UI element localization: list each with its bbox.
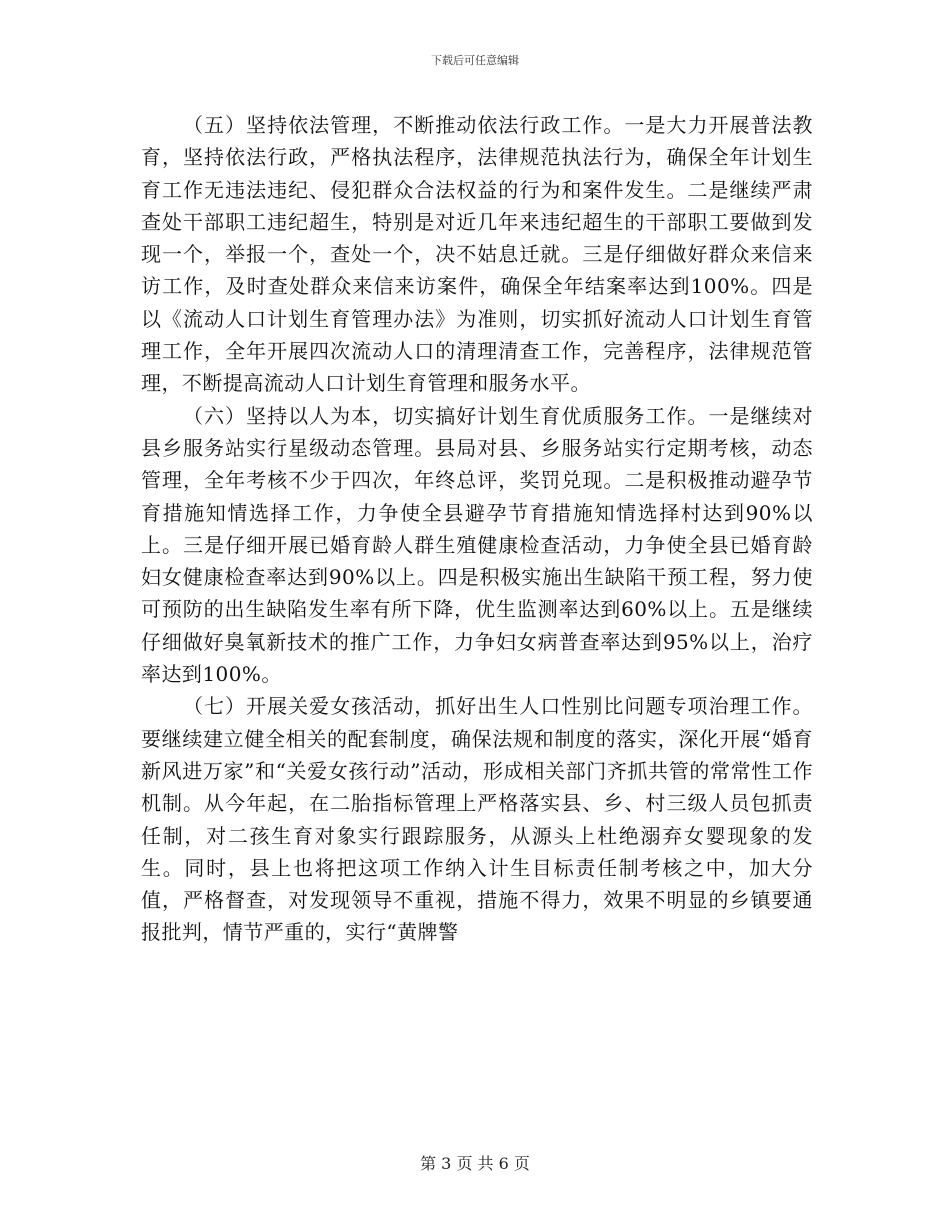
paragraph-section-5: （五）坚持依法管理，不断推动依法行政工作。一是大力开展普法教育，坚持依法行政，严格执法程序，法律规范执法行为，确保全年计划生育工作无违法违纪、侵犯群众合法权益的行为和案件发生。二是继续严肃查处干部职工违纪超生，特别是对近几年来违纪超生的干部职工要做到发现一个，举报一个，查处一个，决不姑息迁就。三是仔细做好群众来信来访工作，及时查处群众来信来访案件，确保全年结案率达到100%。四是以《流动人口计划生育管理办法》为准则，切实抓好流动人口计划生育管理工作，全年开展四次流动人口的清理清查工作，完善程序，法律规范管理，不断提高流动人口计划生育管理和服务水平。 [141,113,813,396]
paragraph-section-7: （七）开展关爱女孩活动，抓好出生人口性别比问题专项治理工作。要继续建立健全相关的配套制度，确保法规和制度的落实，深化开展“婚育新风进万家”和“关爱女孩行动”活动，形成相关部门齐抓共管的常常性工作机制。从今年起，在二胎指标管理上严格落实县、乡、村三级人员包抓责任制，对二孩生育对象实行跟踪服务，从源头上杜绝溺弃女婴现象的发生。同时，县上也将把这项工作纳入计生目标责任制考核之中，加大分值，严格督查，对发现领导不重视，措施不得力，效果不明显的乡镇要通报批判，情节严重的，实行“黄牌警 [141,694,813,945]
document-body [141,109,813,949]
page-number: 第 3 页 共 6 页 [420,1154,530,1173]
page-header-note: 下载后可任意编辑 [431,54,519,67]
paragraph-section-6: （六）坚持以人为本，切实搞好计划生育优质服务工作。一是继续对县乡服务站实行星级动态管理。县局对县、乡服务站实行定期考核，动态管理，全年考核不少于四次，年终总评，奖罚兑现。二是积极推动避孕节育措施知情选择工作，力争使全县避孕节育措施知情选择村达到90%以上。三是仔细开展已婚育龄人群生殖健康检查活动，力争使全县已婚育龄妇女健康检查率达到90%以上。四是积极实施出生缺陷干预工程，努力使可预防的出生缺陷发生率有所下降，优生监测率达到60%以上。五是继续仔细做好臭氧新技术的推广工作，力争妇女病普查率达到95%以上，治疗率达到100%。 [141,403,813,687]
